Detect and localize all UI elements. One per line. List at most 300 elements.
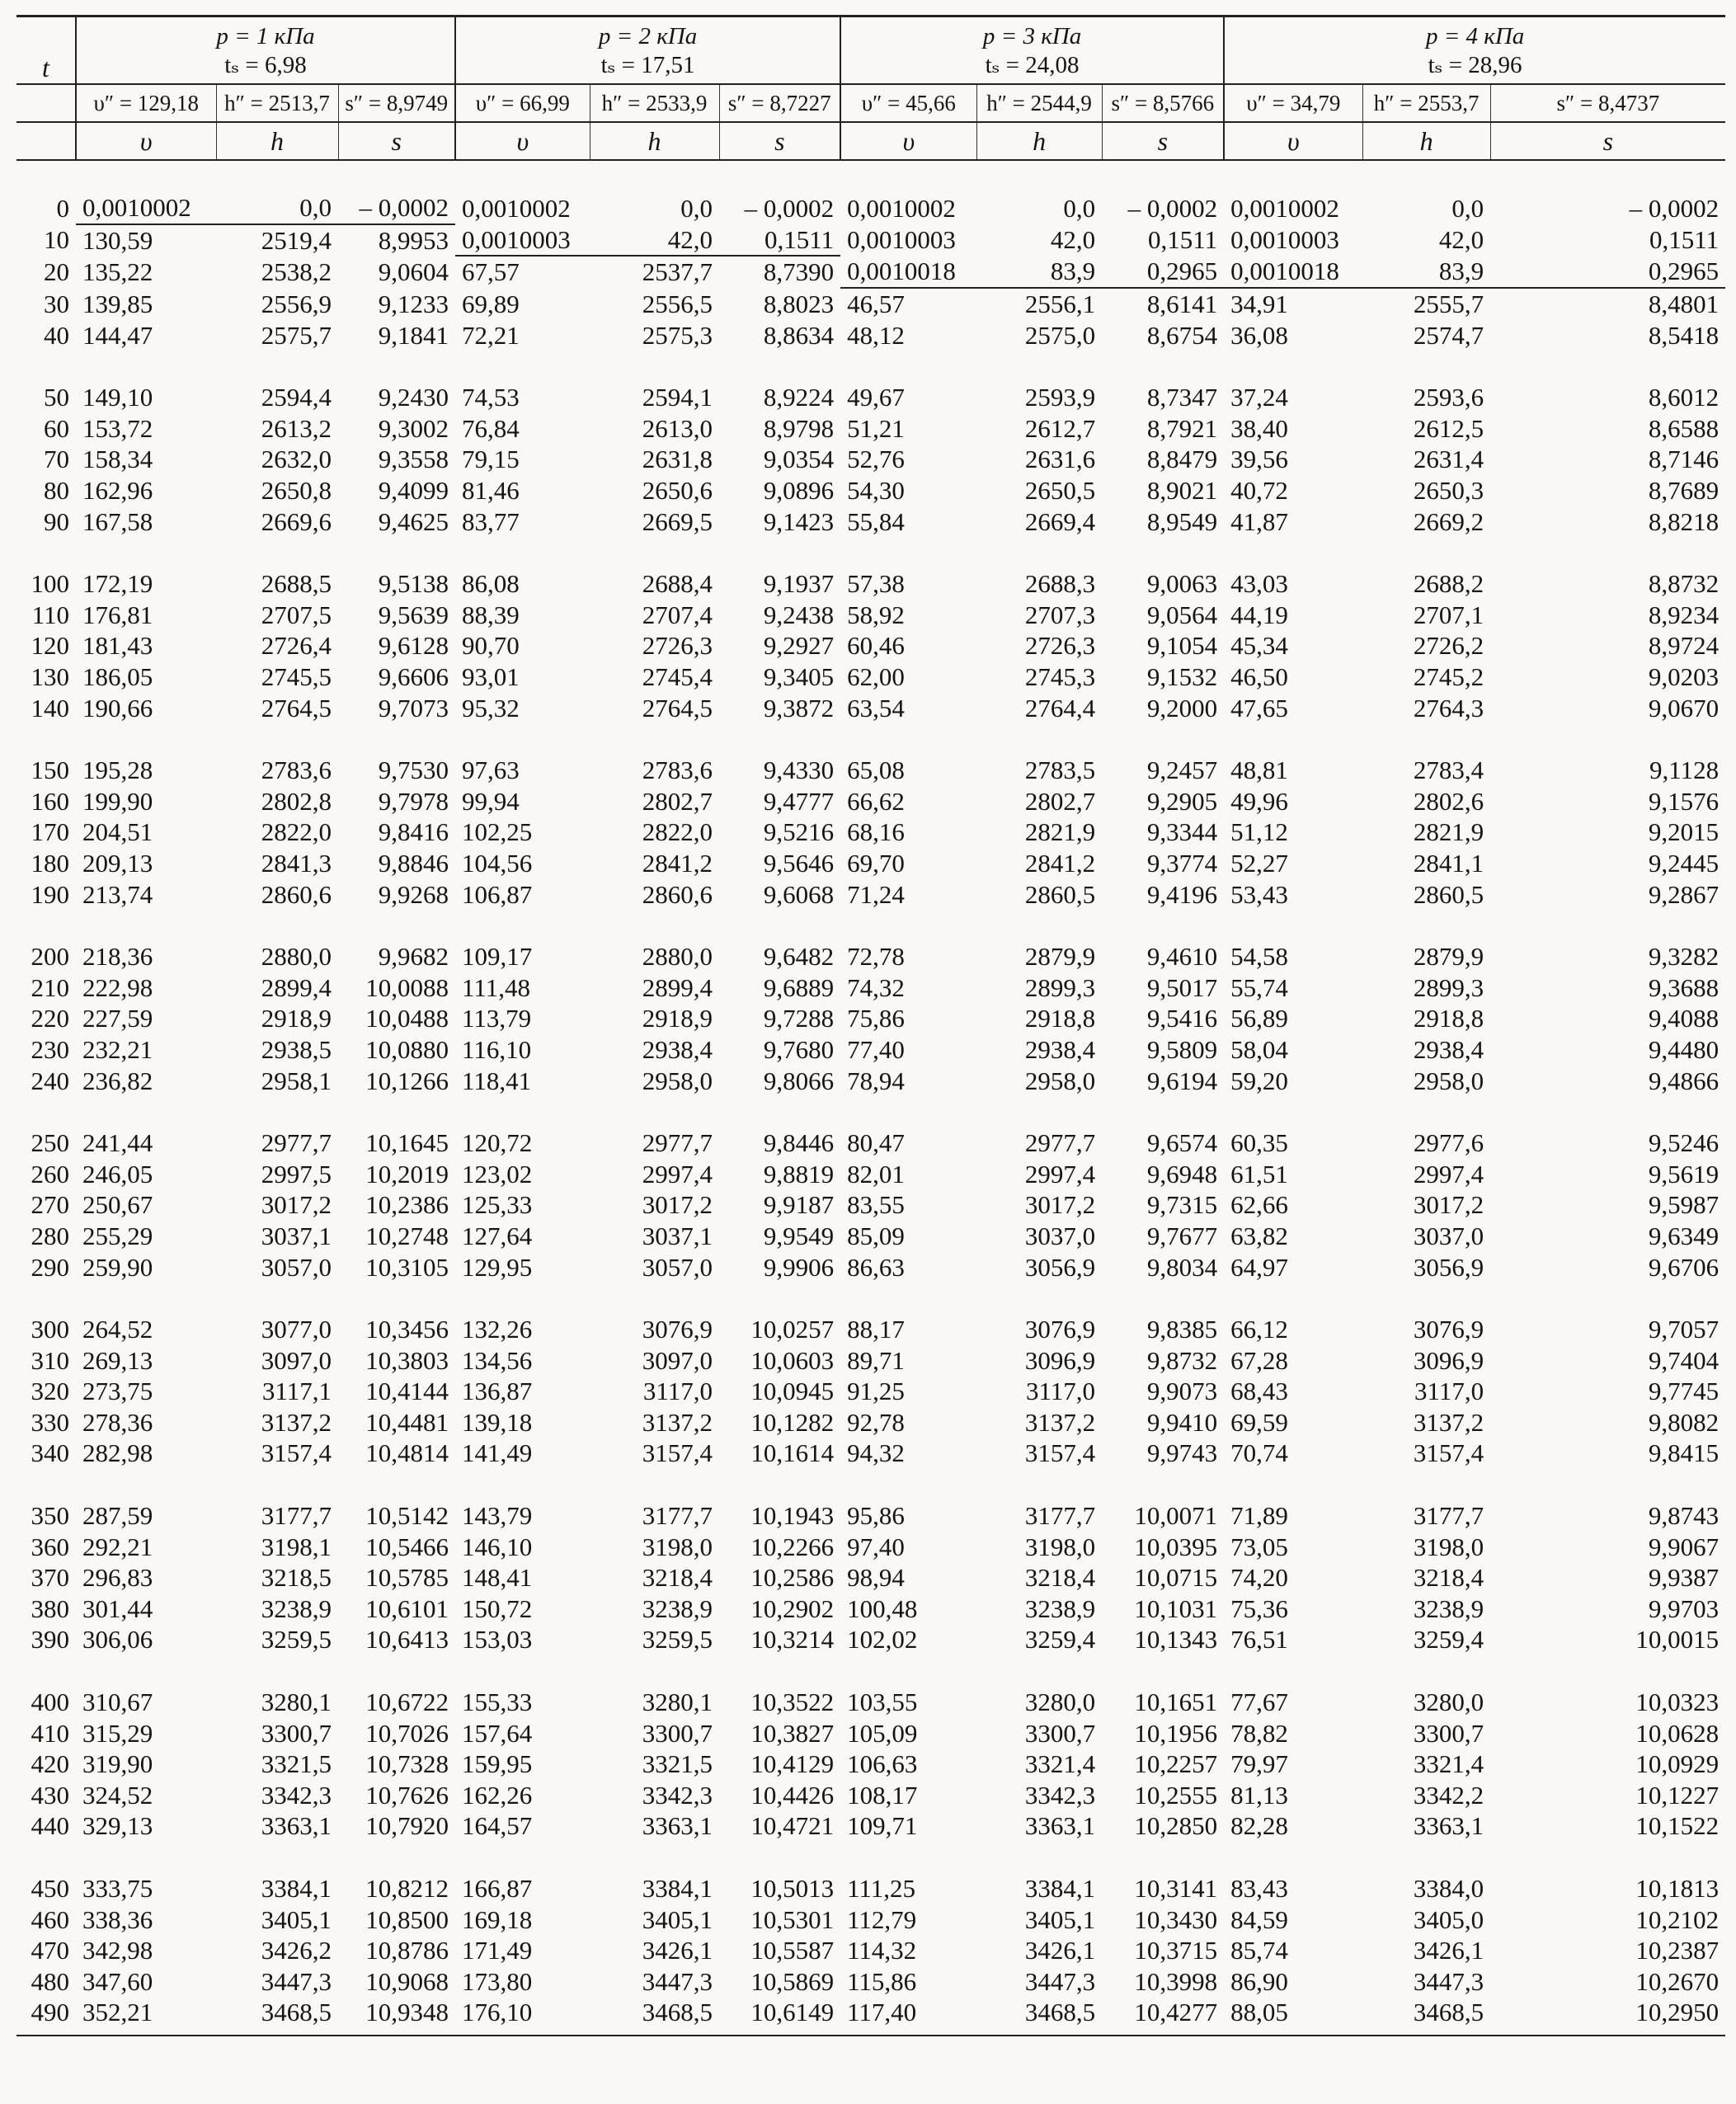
entropy-cell: 10,3105	[365, 1252, 449, 1282]
table-row	[16, 1438, 1725, 1469]
temperature-cell: 80	[44, 476, 69, 506]
entropy-cell: 9,4099	[378, 476, 449, 506]
enthalpy-cell: 3426,1	[1413, 1936, 1484, 1965]
volume-cell: 69,70	[847, 848, 905, 878]
entropy-cell: 8,7390	[763, 257, 835, 287]
volume-cell: 74,20	[1230, 1563, 1288, 1593]
entropy-cell: 9,5646	[763, 848, 835, 878]
temperature-cell: 490	[31, 1998, 69, 2027]
blank-cell	[16, 122, 76, 160]
volume-cell: 282,98	[82, 1438, 153, 1468]
entropy-cell: 8,7146	[1648, 445, 1720, 474]
group-spacer	[16, 910, 1725, 941]
entropy-cell: 10,0071	[1134, 1501, 1218, 1531]
volume-cell: 52,27	[1230, 848, 1288, 878]
enthalpy-cell: 2669,6	[261, 506, 332, 536]
volume-cell: 176,81	[82, 600, 153, 629]
volume-cell: 166,87	[462, 1874, 533, 1904]
volume-cell: 59,20	[1230, 1066, 1288, 1095]
enthalpy-cell: 2745,3	[1024, 662, 1096, 692]
table-row	[16, 1873, 1725, 1904]
group-spacer	[16, 723, 1725, 755]
entropy-cell: 9,9743	[1146, 1438, 1218, 1468]
entropy-cell: 10,3456	[365, 1315, 449, 1344]
table-row	[16, 600, 1725, 631]
temperature-cell: 450	[31, 1874, 69, 1904]
enthalpy-cell: 3447,3	[261, 1966, 332, 1996]
enthalpy-cell: 2938,4	[1024, 1034, 1096, 1064]
entropy-cell: 9,3344	[1146, 817, 1218, 847]
enthalpy-cell: 2650,5	[1024, 476, 1096, 506]
volume-cell: 169,18	[462, 1904, 533, 1934]
volume-cell: 77,40	[847, 1034, 905, 1064]
enthalpy-cell: 3177,7	[1413, 1501, 1484, 1531]
enthalpy-cell: 2821,9	[1024, 817, 1096, 847]
volume-cell: 157,64	[462, 1718, 533, 1748]
entropy-cell: 0,1511	[719, 224, 840, 257]
entropy-cell: 10,0929	[1635, 1749, 1720, 1779]
enthalpy-cell: 2688,3	[1024, 569, 1096, 599]
table-row	[16, 1717, 1725, 1749]
temperature-cell: 350	[31, 1501, 69, 1531]
enthalpy-cell: 3056,9	[1024, 1252, 1096, 1282]
volume-cell: 113,79	[462, 1004, 532, 1033]
entropy-cell: 9,8446	[763, 1128, 835, 1158]
enthalpy-cell: 3321,4	[1413, 1749, 1484, 1779]
spacer-cell	[16, 351, 1725, 382]
volume-cell: 301,44	[82, 1593, 153, 1623]
table-row	[16, 1562, 1725, 1593]
volume-cell: 143,79	[462, 1501, 533, 1531]
volume-cell: 55,74	[1230, 972, 1288, 1002]
volume-cell: 70,74	[1230, 1438, 1288, 1468]
entropy-cell: 0,1511	[1147, 225, 1218, 255]
spacer-cell	[16, 1469, 1725, 1500]
entropy-cell: 10,2019	[365, 1159, 449, 1189]
entropy-cell: 9,2000	[1146, 693, 1218, 723]
table-row	[16, 786, 1725, 817]
pressure-label: p = 1 кПа	[76, 16, 455, 51]
entropy-cell: 10,1645	[365, 1128, 449, 1158]
volume-cell: 167,58	[82, 506, 153, 536]
temperature-cell: 90	[44, 506, 69, 536]
volume-cell: 45,34	[1230, 631, 1288, 661]
volume-cell: 0,0010002	[847, 193, 956, 223]
enthalpy-cell: 2841,2	[1024, 848, 1096, 878]
temperature-cell: 0	[56, 193, 69, 223]
entropy-cell: 9,1233	[378, 289, 449, 318]
entropy-cell: 9,8416	[378, 817, 449, 847]
table-row	[16, 1997, 1725, 2028]
temperature-cell: 210	[31, 972, 69, 1002]
enthalpy-cell: 3177,7	[642, 1501, 713, 1531]
table-bottom-rule	[16, 2035, 1725, 2036]
volume-cell: 67,28	[1230, 1345, 1288, 1375]
enthalpy-cell: 0,0	[1063, 193, 1096, 223]
enthalpy-cell: 2575,0	[1024, 320, 1096, 350]
table-row	[16, 1065, 1725, 1096]
volume-cell: 77,67	[1230, 1687, 1288, 1717]
enthalpy-cell: 2688,4	[642, 569, 713, 599]
volume-cell: 74,53	[462, 383, 520, 412]
enthalpy-cell: 2650,8	[261, 476, 332, 506]
entropy-cell: 10,1522	[1635, 1811, 1720, 1841]
temperature-cell: 160	[31, 786, 69, 816]
enthalpy-cell: 3468,5	[261, 1998, 332, 2027]
entropy-cell: 10,2902	[750, 1593, 835, 1623]
enthalpy-cell: 83,9	[1362, 256, 1490, 288]
volume-cell: 55,84	[847, 506, 905, 536]
volume-cell: 120,72	[462, 1128, 533, 1158]
volume-cell: 164,57	[462, 1811, 533, 1841]
enthalpy-cell: 3117,1	[261, 1377, 332, 1406]
volume-cell: 127,64	[462, 1221, 533, 1250]
entropy-cell: 10,1651	[1134, 1687, 1218, 1717]
table-row	[16, 224, 1725, 257]
enthalpy-cell: 2860,5	[1024, 879, 1096, 909]
table-row	[16, 1593, 1725, 1625]
entropy-cell: 8,4801	[1648, 289, 1720, 319]
group-spacer	[16, 537, 1725, 568]
enthalpy-cell: 3198,0	[1024, 1532, 1096, 1561]
entropy-cell: 9,1532	[1146, 662, 1218, 692]
volume-cell: 338,36	[82, 1904, 153, 1934]
entropy-cell: 9,5416	[1146, 1004, 1218, 1033]
entropy-cell: 10,1956	[1134, 1718, 1218, 1748]
volume-cell: 310,67	[82, 1687, 153, 1717]
volume-cell: 146,10	[462, 1532, 533, 1561]
enthalpy-cell: 2726,3	[1024, 631, 1096, 661]
volume-cell: 48,81	[1230, 755, 1288, 785]
volume-cell: 88,17	[847, 1315, 905, 1344]
volume-cell: 67,57	[462, 257, 520, 287]
volume-cell: 172,19	[82, 569, 153, 599]
volume-cell: 159,95	[462, 1749, 533, 1779]
enthalpy-cell: 3342,2	[1413, 1780, 1484, 1810]
enthalpy-cell: 3056,9	[1413, 1252, 1484, 1282]
volume-cell: 0,0010003	[455, 224, 590, 257]
entropy-cell: 8,9798	[763, 413, 835, 443]
enthalpy-cell: 3238,9	[1024, 1593, 1096, 1623]
enthalpy-cell: 3342,3	[642, 1780, 713, 1810]
volume-cell: 153,72	[82, 413, 153, 443]
entropy-cell: 9,7057	[1648, 1315, 1720, 1344]
volume-cell: 148,41	[462, 1563, 533, 1593]
table-row	[16, 1127, 1725, 1159]
entropy-cell: 9,5138	[378, 569, 449, 599]
entropy-cell: 9,9073	[1146, 1377, 1218, 1406]
enthalpy-cell: 2860,5	[1413, 879, 1484, 909]
entropy-cell: 9,3688	[1648, 972, 1720, 1002]
saturated-entropy: s″ = 8,9749	[338, 84, 455, 122]
temperature-cell: 60	[44, 413, 69, 443]
entropy-cell: 9,1054	[1146, 631, 1218, 661]
enthalpy-cell: 3447,3	[1413, 1966, 1484, 1996]
entropy-cell: 0,1511	[1649, 225, 1720, 255]
entropy-cell: 9,2905	[1146, 786, 1218, 816]
entropy-cell: 9,1841	[378, 320, 449, 350]
temperature-cell: 170	[31, 817, 69, 847]
volume-cell: 0,0010003	[1230, 225, 1339, 255]
volume-cell: 324,52	[82, 1780, 153, 1810]
volume-cell: 347,60	[82, 1966, 153, 1996]
enthalpy-cell: 2707,3	[1024, 600, 1096, 629]
entropy-cell: 9,6948	[1146, 1159, 1218, 1189]
entropy-cell: 10,6722	[365, 1687, 449, 1717]
pressure-label: p = 4 кПа	[1224, 16, 1725, 51]
volume-cell: 0,0010018	[840, 256, 976, 288]
volume-cell: 97,40	[847, 1532, 905, 1561]
table-row	[16, 288, 1725, 320]
enthalpy-cell: 42,0	[1050, 225, 1096, 255]
spacer-cell	[16, 537, 1725, 568]
enthalpy-cell: 3238,9	[261, 1593, 332, 1623]
entropy-cell: 9,0564	[1146, 600, 1218, 629]
volume-cell: 62,00	[847, 662, 905, 692]
enthalpy-cell: 3259,5	[261, 1625, 332, 1654]
enthalpy-cell: 2841,1	[1413, 848, 1484, 878]
volume-cell: 111,25	[847, 1874, 916, 1904]
volume-cell: 82,01	[847, 1159, 905, 1189]
column-header-enthalpy: h	[216, 122, 338, 160]
entropy-cell: 9,3872	[763, 693, 835, 723]
volume-cell: 93,01	[462, 662, 520, 692]
enthalpy-cell: 2977,7	[642, 1128, 713, 1158]
volume-cell: 37,24	[1230, 383, 1288, 412]
enthalpy-cell: 3218,4	[642, 1563, 713, 1593]
entropy-cell: 9,9906	[763, 1252, 835, 1282]
table-row	[16, 475, 1725, 506]
entropy-cell: 10,8212	[365, 1874, 449, 1904]
enthalpy-cell: 2958,1	[261, 1066, 332, 1095]
volume-cell: 115,86	[847, 1966, 917, 1996]
volume-cell: 352,21	[82, 1998, 153, 2027]
enthalpy-cell: 2918,9	[642, 1004, 713, 1033]
volume-cell: 78,94	[847, 1066, 905, 1095]
entropy-cell: 10,8786	[365, 1936, 449, 1965]
saturation-temperature: tₛ = 28,96	[1224, 50, 1725, 84]
volume-cell: 81,46	[462, 476, 520, 506]
entropy-cell: 8,6588	[1648, 413, 1720, 443]
entropy-cell: 9,3002	[378, 413, 449, 443]
volume-cell: 51,21	[847, 413, 905, 443]
entropy-cell: 10,0323	[1635, 1687, 1720, 1717]
enthalpy-cell: 3157,4	[261, 1438, 332, 1468]
enthalpy-cell: 3426,2	[261, 1936, 332, 1965]
entropy-cell: 9,4610	[1146, 942, 1218, 972]
volume-cell: 250,67	[82, 1190, 153, 1220]
entropy-cell: 9,3282	[1648, 942, 1720, 972]
table-row	[16, 1749, 1725, 1780]
enthalpy-cell: 2538,2	[261, 257, 332, 286]
volume-cell: 49,67	[847, 383, 905, 412]
enthalpy-cell: 3117,0	[642, 1377, 713, 1406]
enthalpy-cell: 3259,4	[1413, 1625, 1484, 1654]
enthalpy-cell: 2977,6	[1413, 1128, 1484, 1158]
volume-cell: 83,77	[462, 506, 520, 536]
enthalpy-cell: 2918,9	[261, 1004, 332, 1033]
volume-cell: 190,66	[82, 693, 153, 723]
volume-cell: 36,08	[1230, 320, 1288, 350]
volume-cell: 186,05	[82, 662, 153, 692]
volume-cell: 52,76	[847, 445, 905, 474]
volume-cell: 114,32	[847, 1936, 917, 1965]
entropy-cell: 10,2266	[750, 1532, 835, 1561]
saturated-enthalpy: h″ = 2544,9	[976, 84, 1102, 122]
volume-cell: 273,75	[82, 1377, 153, 1406]
enthalpy-cell: 2802,6	[1413, 786, 1484, 816]
entropy-cell: 9,8732	[1146, 1345, 1218, 1375]
entropy-cell: 10,3715	[1134, 1936, 1218, 1965]
volume-cell: 41,87	[1230, 506, 1288, 536]
column-header-entropy: s	[338, 122, 455, 160]
entropy-cell: 8,7921	[1146, 413, 1218, 443]
volume-cell: 112,79	[847, 1904, 917, 1934]
enthalpy-cell: 3259,4	[1024, 1625, 1096, 1654]
column-header-entropy: s	[1490, 122, 1725, 160]
enthalpy-cell: 2631,4	[1413, 445, 1484, 474]
enthalpy-cell: 2537,7	[642, 257, 713, 287]
volume-cell: 173,80	[462, 1966, 533, 1996]
enthalpy-cell: 3137,2	[1024, 1407, 1096, 1437]
enthalpy-cell: 2574,7	[1413, 320, 1484, 350]
enthalpy-cell: 3157,4	[1024, 1438, 1096, 1468]
entropy-cell: 9,8034	[1146, 1252, 1218, 1282]
temperature-cell: 240	[31, 1066, 69, 1095]
entropy-cell: 9,1576	[1648, 786, 1720, 816]
enthalpy-cell: 83,9	[976, 256, 1102, 288]
enthalpy-cell: 2958,0	[642, 1066, 713, 1095]
volume-cell: 333,75	[82, 1874, 153, 1904]
enthalpy-cell: 3096,9	[1413, 1345, 1484, 1375]
volume-cell: 176,10	[462, 1998, 533, 2027]
entropy-cell: 9,7073	[378, 693, 449, 723]
temperature-cell: 320	[31, 1377, 69, 1406]
enthalpy-cell: 3177,7	[1024, 1501, 1096, 1531]
enthalpy-cell: 2575,7	[261, 320, 332, 350]
enthalpy-cell: 3321,4	[1024, 1749, 1096, 1779]
volume-cell: 51,12	[1230, 817, 1288, 847]
column-header-volume: υ	[1224, 122, 1362, 160]
entropy-cell: 8,5418	[1648, 320, 1720, 350]
enthalpy-cell: 2555,7	[1413, 289, 1484, 319]
volume-cell: 92,78	[847, 1407, 905, 1437]
enthalpy-cell: 2938,4	[642, 1034, 713, 1064]
entropy-cell: 10,5466	[365, 1532, 449, 1561]
saturated-volume: υ″ = 34,79	[1224, 84, 1362, 122]
entropy-cell: 10,6101	[365, 1593, 449, 1623]
entropy-cell: 0,2965	[1102, 256, 1224, 288]
entropy-cell: 9,5639	[378, 600, 449, 629]
entropy-cell: 10,4277	[1134, 1998, 1218, 2027]
entropy-cell: 8,6754	[1146, 320, 1218, 350]
volume-cell: 65,08	[847, 755, 905, 785]
table-row	[16, 1966, 1725, 1998]
enthalpy-cell: 3363,1	[1024, 1811, 1096, 1841]
entropy-cell: 9,7404	[1648, 1345, 1720, 1375]
volume-cell: 80,47	[847, 1128, 905, 1158]
saturated-volume: υ″ = 66,99	[455, 84, 590, 122]
entropy-cell: 10,0715	[1134, 1563, 1218, 1593]
volume-cell: 102,02	[847, 1625, 918, 1654]
entropy-cell: 9,8385	[1146, 1315, 1218, 1344]
entropy-cell: 9,6889	[763, 972, 835, 1002]
entropy-cell: 9,5987	[1648, 1190, 1720, 1220]
volume-cell: 95,32	[462, 693, 520, 723]
enthalpy-cell: 2726,4	[261, 631, 332, 661]
enthalpy-cell: 3198,0	[1413, 1532, 1484, 1561]
volume-cell: 34,91	[1230, 289, 1288, 319]
temperature-cell: 270	[31, 1190, 69, 1220]
temperature-cell: 230	[31, 1034, 69, 1064]
entropy-cell: 10,4721	[750, 1811, 835, 1841]
table-row	[16, 1407, 1725, 1438]
enthalpy-cell: 3384,1	[1024, 1874, 1096, 1904]
volume-cell: 63,82	[1230, 1221, 1288, 1250]
volume-cell: 43,03	[1230, 569, 1288, 599]
temperature-cell: 40	[44, 320, 69, 350]
volume-cell: 292,21	[82, 1532, 153, 1561]
temperature-cell: 340	[31, 1438, 69, 1468]
temperature-cell: 360	[31, 1532, 69, 1561]
volume-cell: 259,90	[82, 1252, 153, 1282]
volume-cell: 106,63	[847, 1749, 918, 1779]
volume-cell: 278,36	[82, 1407, 153, 1437]
column-header-enthalpy: h	[590, 122, 719, 160]
entropy-cell: 8,8023	[763, 289, 835, 318]
entropy-cell: 10,1227	[1635, 1780, 1720, 1810]
enthalpy-cell: 3097,0	[261, 1345, 332, 1375]
enthalpy-cell: 3017,2	[642, 1190, 713, 1220]
volume-cell: 38,40	[1230, 413, 1288, 443]
entropy-cell: 9,7530	[378, 755, 449, 785]
volume-cell: 123,02	[462, 1159, 533, 1189]
volume-cell: 90,70	[462, 631, 520, 661]
volume-cell: 204,51	[82, 817, 153, 847]
enthalpy-cell: 3384,1	[642, 1874, 713, 1904]
volume-cell: 69,59	[1230, 1407, 1288, 1437]
enthalpy-cell: 3017,2	[261, 1190, 332, 1220]
enthalpy-cell: 3218,5	[261, 1563, 332, 1593]
volume-cell: 46,50	[1230, 662, 1288, 692]
table-row	[16, 1935, 1725, 1966]
volume-cell: 209,13	[82, 848, 153, 878]
entropy-cell: 9,2430	[378, 383, 449, 412]
enthalpy-cell: 42,0	[590, 224, 719, 257]
temperature-cell: 50	[44, 383, 69, 412]
table-row	[16, 878, 1725, 910]
table-row	[16, 1500, 1725, 1532]
temperature-cell: 110	[31, 600, 69, 629]
enthalpy-cell: 2707,4	[642, 600, 713, 629]
entropy-cell: 9,0604	[378, 257, 449, 286]
entropy-cell: 9,8066	[763, 1066, 835, 1095]
volume-cell: 130,59	[82, 225, 153, 255]
volume-cell: 218,36	[82, 942, 153, 972]
temperature-cell: 410	[31, 1718, 69, 1748]
table-row	[16, 1344, 1725, 1376]
table-row	[16, 568, 1725, 600]
enthalpy-cell: 3280,0	[1024, 1687, 1096, 1717]
volume-cell: 84,59	[1230, 1904, 1288, 1934]
entropy-cell: 9,0203	[1648, 662, 1720, 692]
enthalpy-cell: 3076,9	[1024, 1315, 1096, 1344]
enthalpy-cell: 2899,3	[1024, 972, 1096, 1002]
enthalpy-cell: 2997,4	[1024, 1159, 1096, 1189]
volume-cell: 222,98	[82, 972, 153, 1002]
enthalpy-cell: 3384,1	[261, 1874, 332, 1904]
table-row	[16, 1314, 1725, 1345]
